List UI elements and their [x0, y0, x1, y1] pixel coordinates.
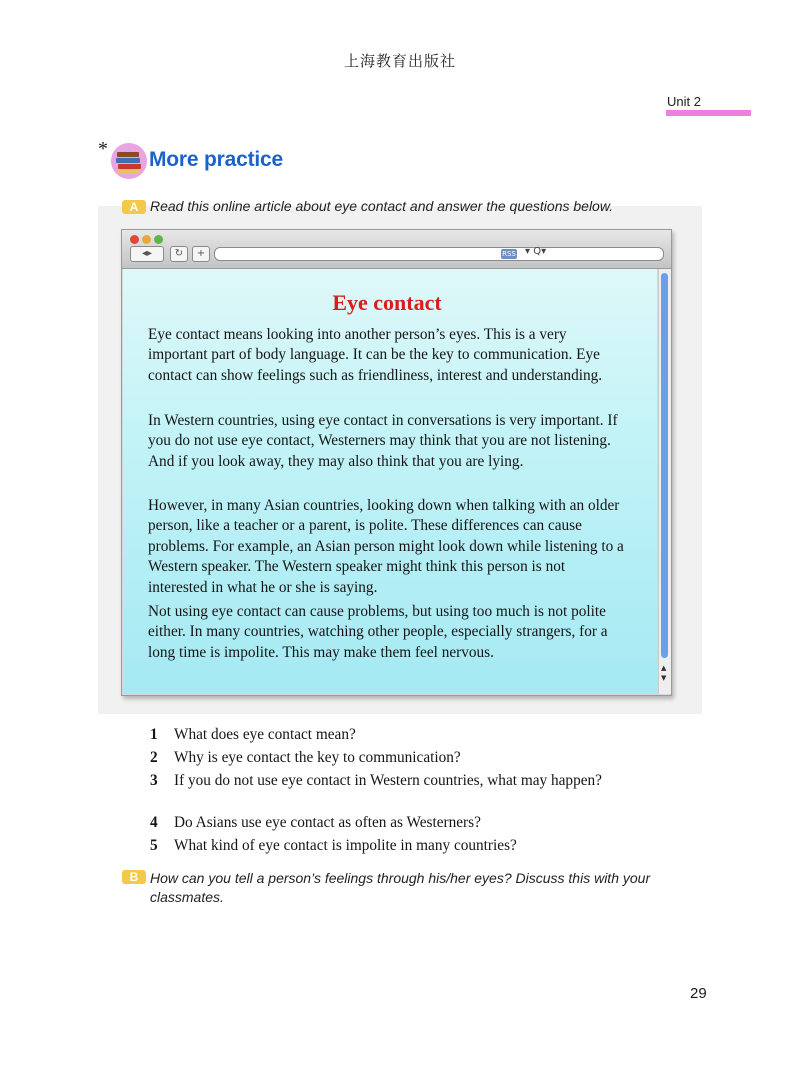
section-title: More practice: [149, 148, 283, 171]
reload-button[interactable]: ↻: [170, 246, 188, 262]
address-bar[interactable]: [214, 247, 664, 261]
unit-bar: [666, 110, 751, 116]
search-icon[interactable]: ▾ Q▾: [525, 246, 547, 257]
article-title: Eye contact: [332, 290, 442, 315]
question-number: 3: [150, 772, 158, 789]
article-paragraph: However, in many Asian countries, looking down when talking with an older person, like a teacher or a parent, is polite. These differences can cause problems. For example, an Asian person might look down while listening to a Western speaker. The Western speaker might think this person is not interested in what he or she is saying.: [148, 497, 624, 596]
article-paragraph: Not using eye contact can cause problems, but using too much is not polite either. In many countries, watching other people, especially strangers, for a long time is impolite. This may make them feel nervous.: [148, 603, 608, 661]
optional-marker: *: [98, 138, 108, 160]
scrollbar[interactable]: [658, 269, 671, 694]
question-text: What kind of eye contact is impolite in many countries?: [174, 837, 517, 854]
question-number: 5: [150, 837, 158, 854]
scroll-down-arrow-icon[interactable]: ▼: [661, 674, 667, 682]
zoom-dot-icon[interactable]: [154, 235, 163, 244]
question-number: 2: [150, 749, 158, 766]
browser-toolbar: [122, 230, 671, 269]
article-paragraph: Eye contact means looking into another person’s eyes. This is a very important part of body language. It can be the key to communication. Eye contact can show feelings such as friendliness, interest and understanding.: [148, 326, 603, 384]
publisher-name: 上海教育出版社: [343, 52, 456, 70]
minimize-dot-icon[interactable]: [142, 235, 151, 244]
close-dot-icon[interactable]: [130, 235, 139, 244]
page-number: 29: [690, 985, 707, 1002]
part-b-instruction: How can you tell a person’s feelings through his/her eyes? Discuss this with your classmates.: [150, 870, 651, 905]
article-paragraph: In Western countries, using eye contact in conversations is very important. If you do not use eye contact, Westerners may think that you are not listening. And if you look away, they may also think that you are lying.: [148, 412, 618, 470]
back-forward-button[interactable]: ◂▸: [130, 246, 164, 262]
question-text: What does eye contact mean?: [174, 726, 356, 743]
add-tab-button[interactable]: +: [192, 246, 210, 262]
scroll-up-arrow-icon[interactable]: ▲: [661, 664, 667, 672]
question-text: Why is eye contact the key to communication?: [174, 749, 461, 766]
question-text: Do Asians use eye contact as often as Westerners?: [174, 814, 481, 831]
rss-icon[interactable]: RSS: [502, 250, 516, 258]
part-a-badge: A: [122, 200, 146, 214]
unit-label: Unit 2: [667, 94, 701, 109]
question-number: 1: [150, 726, 158, 743]
question-number: 4: [150, 814, 158, 831]
part-b-badge: B: [122, 870, 146, 884]
part-a-instruction: Read this online article about eye contact and answer the questions below.: [150, 198, 614, 214]
question-text: If you do not use eye contact in Western countries, what may happen?: [174, 772, 602, 789]
scrollbar-thumb[interactable]: [661, 273, 668, 658]
books-icon: [110, 142, 148, 180]
